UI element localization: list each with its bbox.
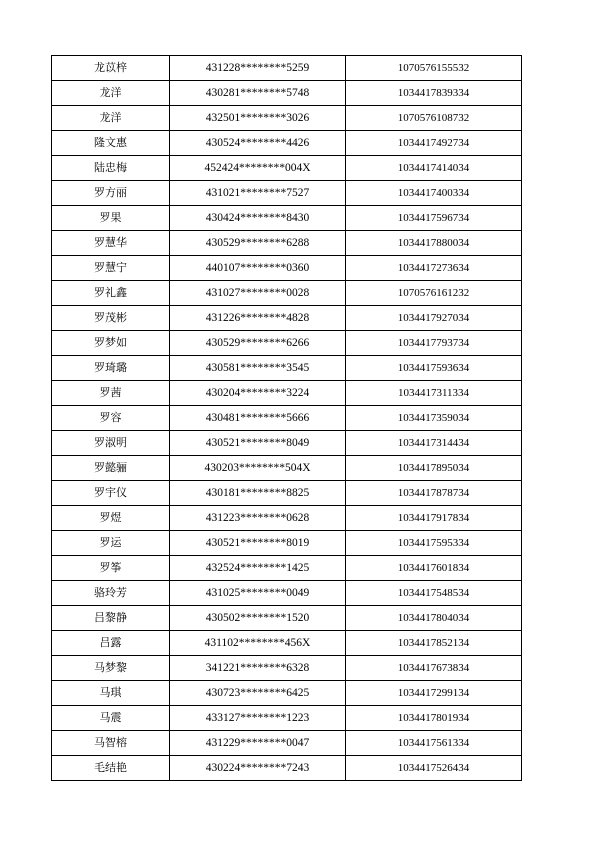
id-number-cell: 430181********8825 [170,481,346,506]
ticket-number-cell: 1034417492734 [346,131,522,156]
id-number-cell: 431223********0628 [170,506,346,531]
table-row [52,706,522,731]
name-cell: 罗宇仪 [52,481,170,506]
id-number-cell: 431021********7527 [170,181,346,206]
ticket-number-cell: 1034417895034 [346,456,522,481]
name-cell: 骆玲芳 [52,581,170,606]
name-cell: 龙苡梓 [52,56,170,81]
name-cell: 罗礼鑫 [52,281,170,306]
ticket-number-cell: 1034417793734 [346,331,522,356]
id-number-cell: 431228********5259 [170,56,346,81]
ticket-number-cell: 1034417880034 [346,231,522,256]
table-row [52,456,522,481]
id-number-cell: 432501********3026 [170,106,346,131]
id-number-cell: 430529********6266 [170,331,346,356]
name-cell: 马智榕 [52,731,170,756]
name-cell: 马震 [52,706,170,731]
name-cell: 罗淑明 [52,431,170,456]
ticket-number-cell: 1034417878734 [346,481,522,506]
ticket-number-cell: 1034417801934 [346,706,522,731]
ticket-number-cell: 1034417359034 [346,406,522,431]
name-cell: 龙洋 [52,81,170,106]
ticket-number-cell: 1034417596734 [346,206,522,231]
table-row [52,581,522,606]
name-cell: 陆忠梅 [52,156,170,181]
ticket-number-cell: 1034417400334 [346,181,522,206]
table-row [52,656,522,681]
ticket-number-cell: 1034417311334 [346,381,522,406]
table-row [52,306,522,331]
id-number-cell: 430529********6288 [170,231,346,256]
name-cell: 罗茜 [52,381,170,406]
id-number-cell: 430521********8049 [170,431,346,456]
name-cell: 罗运 [52,531,170,556]
name-cell: 罗琦璐 [52,356,170,381]
ticket-number-cell: 1034417561334 [346,731,522,756]
id-number-cell: 430204********3224 [170,381,346,406]
name-cell: 吕露 [52,631,170,656]
id-number-cell: 430281********5748 [170,81,346,106]
table-row [52,356,522,381]
name-cell: 马琪 [52,681,170,706]
name-cell: 罗容 [52,406,170,431]
table-row [52,481,522,506]
ticket-number-cell: 1034417804034 [346,606,522,631]
ticket-number-cell: 1034417673834 [346,656,522,681]
table-row [52,331,522,356]
ticket-number-cell: 1034417548534 [346,581,522,606]
ticket-number-cell: 1034417595334 [346,531,522,556]
id-number-cell: 341221********6328 [170,656,346,681]
name-cell: 罗煜 [52,506,170,531]
id-number-cell: 430581********3545 [170,356,346,381]
table-row [52,156,522,181]
id-number-cell: 452424********004X [170,156,346,181]
id-number-cell: 430521********8019 [170,531,346,556]
table-row [52,231,522,256]
id-number-cell: 432524********1425 [170,556,346,581]
name-cell: 罗果 [52,206,170,231]
ticket-number-cell: 1034417526434 [346,756,522,781]
id-number-cell: 430723********6425 [170,681,346,706]
id-number-cell: 431226********4828 [170,306,346,331]
data-sheet [51,55,522,781]
id-number-cell: 431025********0049 [170,581,346,606]
table-row [52,106,522,131]
table-row [52,206,522,231]
ticket-number-cell: 1034417273634 [346,256,522,281]
table-row [52,181,522,206]
table-row [52,281,522,306]
name-cell: 隆文惠 [52,131,170,156]
name-cell: 罗慧华 [52,231,170,256]
id-number-cell: 430502********1520 [170,606,346,631]
table-row [52,381,522,406]
table-row [52,606,522,631]
id-number-cell: 431102********456X [170,631,346,656]
ticket-number-cell: 1034417299134 [346,681,522,706]
table-row [52,81,522,106]
name-cell: 罗梦如 [52,331,170,356]
ticket-number-cell: 1034417839334 [346,81,522,106]
id-number-cell: 440107********0360 [170,256,346,281]
ticket-number-cell: 1034417593634 [346,356,522,381]
name-cell: 罗方丽 [52,181,170,206]
table-row [52,131,522,156]
table-row [52,731,522,756]
table-row [52,756,522,781]
table-row [52,631,522,656]
ticket-number-cell: 1034417601834 [346,556,522,581]
id-number-cell: 430481********5666 [170,406,346,431]
id-number-cell: 430424********8430 [170,206,346,231]
table-row [52,506,522,531]
id-number-cell: 431229********0047 [170,731,346,756]
table-row [52,56,522,81]
table-row [52,256,522,281]
table-row [52,431,522,456]
ticket-number-cell: 1070576155532 [346,56,522,81]
id-number-cell: 431027********0028 [170,281,346,306]
ticket-number-cell: 1070576161232 [346,281,522,306]
name-cell: 罗茂彬 [52,306,170,331]
table-row [52,406,522,431]
name-cell: 罗懿骊 [52,456,170,481]
name-cell: 吕黎静 [52,606,170,631]
id-number-cell: 433127********1223 [170,706,346,731]
name-cell: 毛结艳 [52,756,170,781]
ticket-number-cell: 1034417414034 [346,156,522,181]
name-cell: 罗慧宁 [52,256,170,281]
ticket-number-cell: 1034417314434 [346,431,522,456]
roster-table [51,55,522,781]
ticket-number-cell: 1034417852134 [346,631,522,656]
ticket-number-cell: 1034417917834 [346,506,522,531]
table-row [52,531,522,556]
name-cell: 龙洋 [52,106,170,131]
ticket-number-cell: 1070576108732 [346,106,522,131]
name-cell: 罗筝 [52,556,170,581]
table-row [52,681,522,706]
id-number-cell: 430524********4426 [170,131,346,156]
id-number-cell: 430224********7243 [170,756,346,781]
name-cell: 马梦黎 [52,656,170,681]
roster-table-body [52,56,522,781]
table-row [52,556,522,581]
id-number-cell: 430203********504X [170,456,346,481]
ticket-number-cell: 1034417927034 [346,306,522,331]
